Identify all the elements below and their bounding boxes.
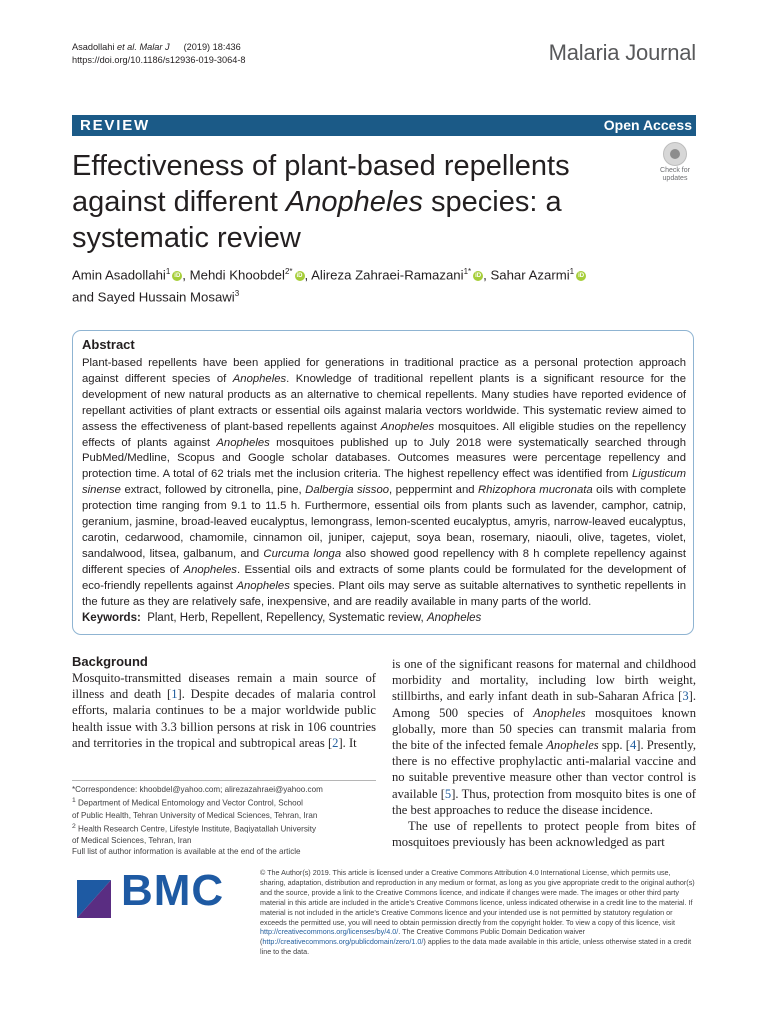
license-link[interactable]: http://creativecommons.org/publicdomain/zero/1.0/ [262,937,424,947]
citation-ref[interactable]: 2 [332,735,339,750]
orcid-icon[interactable]: iD [296,272,303,279]
license-link[interactable]: http://creativecommons.org/licenses/by/4.0/ [260,927,399,937]
author-affiliation-sup: 1 [569,267,575,276]
check-updates-icon [663,142,687,166]
doi-link[interactable]: https://doi.org/10.1186/s12936-019-3064-8 [72,55,246,65]
paragraph: The use of repellents to protect people from bites of mosquitoes previously has been acknowledged as part [392,819,696,850]
background-heading: Background [72,654,148,669]
author-name[interactable]: and Sayed Hussain Mosawi [72,289,235,305]
keywords-italic: Anopheles [426,612,482,624]
citation-ref[interactable]: 5 [444,786,452,801]
author-name[interactable]: , Sahar Azarmi [483,267,570,283]
citation-year: (2019) 18:436 [183,42,241,52]
article-type-band [72,115,696,136]
citation-ref[interactable]: 3 [682,689,689,704]
body-column-left: Mosquito-transmitted diseases remain a main source of illness and death [1]. Despite decades of malaria control efforts, malaria continues to be a major worldwide public health issue with 3.3 billion persons at risk in 106 countries and territories in the tropical and subtropical areas [2]. It [72,671,377,750]
affiliation-cont: of Medical Sciences, Tehran, Iran [72,836,192,845]
affiliation: Health Research Centre, Lifestyle Institute, Baqiyatallah University [75,824,316,834]
keywords-text: Plant, Herb, Repellent, Repellency, Systematic review, [147,612,427,624]
article-type-label: REVIEW [80,117,150,134]
citation-author: Asadollahi [72,42,115,52]
author-name[interactable]: , Alireza Zahraei-Ramazani [304,267,464,283]
body-column-right [392,656,696,850]
abstract-heading: Abstract [82,337,135,352]
open-access-label: Open Access [603,117,692,133]
footnotes: *Correspondence: khoobdel@yahoo.com; alirezazahraei@yahoo.com $^1$ Department of Medical Entomology and Vector Control, School of Public Health, Tehran University of Medical Sciences, Tehran, Iran $^2$ Health Research Centre, Lifestyle Institute, Baqiyatallah University of Medical Sciences, Tehran, Iran Full list of author information is available at the end of the article [72,784,382,858]
license-text: © The Author(s) 2019. This article is licensed under a Creative Commons Attribution 4.0 International License, which permits use, sharing, adaptation, distribution and reproduction in any medium or format, as long as you give appropriate credit to the original author(s) and the source, provide a link to the Creative Commons licence, and indicate if changes were made. The images or other third party material in this article are included in the article’s Creative Commons licence, unless indicated otherwise in a credit line to the material. If material is not included in the article’s Creative Commons licence and your intended use is not permitted by statutory regulation or exceeds the permitted use, you will need to obtain permission directly from the copyright holder. To view a copy of this licence, visit http://creativecommons.org/licenses/by/4.0/. The Creative Commons Public Domain Dedication waiver (http://creativecommons.org/publicdomain/zero/1.0/) applies to the data made available in this article, unless otherwise stated in a credit line to the data. [260,868,695,957]
author-affiliation-sup: 3 [234,289,240,299]
citation-ref[interactable]: 4 [629,738,637,753]
author-name[interactable]: Amin Asadollahi [72,267,166,283]
author-list [72,262,672,307]
footnote-divider [72,780,376,781]
author-affiliation-sup: 1 [165,267,171,276]
title-text: Effectiveness of plant-based repellents against different [72,150,570,218]
paragraph: is one of the significant reasons for maternal and childhood morbidity and mortality, including low birth weight, stillbirths, and early infant death in sub-Saharan Africa [3]. Among 500 species of Anopheles mosquitoes known globally, more than 50 species can transmit malaria from the bite of the infected female Anopheles spp. [4]. Presently, there is no effective prophylactic anti-malarial vaccine and no suitable preventive measure other than vector control is available [5]. Thus, protection from mosquito bites is one of the best approaches to reduce the disease incidence. [392,657,696,817]
check-label-2: updates [662,175,688,182]
abstract-text: Plant-based repellents have been applied for generations in traditional practice as a personal protection approach against different species of Anopheles. Knowledge of traditional repellent plants is a significant resource for the development of new natural products as an alternative to chemical repellents. Many studies have reported evidence of repellant activities of plant extracts or essential oils against malaria vectors worldwide. This systematic review aimed to assess the effectiveness of plant-based repellents against Anopheles mosquitoes. All eligible studies on the repellency effects of plants against Anopheles mosquitoes published up to July 2018 were systematically searched through PubMed/Medline, Scopus and Google scholar databases. Outcomes measures were percentage repellency and protection time. A total of 62 trials met the inclusion criteria. The highest repellency effect was identified from Ligusticum sinense extract, followed by citronella, pine, Dalbergia sissoo, peppermint and Rhizophora mucronata oils with complete protection time ranging from 9.1 to 11.5 h. Furthermore, essential oils from plants such as lavender, camphor, catnip, geranium, jasmine, broad-leaved eucalyptus, lemongrass, lemon-scented eucalyptus, amyris, narrow-leaved eucalyptus, carotin, cedarwood, chamomile, cinnamon oil, juniper, cajeput, soya bean, rosemary, niaouli, olive, tagetes, violet, sandalwood, litsea, galbanum, and Curcuma longa also showed good repellency with 8 h complete repellency against different species of Anopheles. Essential oils and extracts of some plants could be formulated for the development of eco-friendly repellents against Anopheles species. Plant oils may serve as suitable alternatives to synthetic repellents in the future as they are relatively safe, inexpensive, and are readily available in many parts of the world. [82,357,687,608]
title-italic: Anopheles [285,186,423,218]
bmc-logo-text: BMC [121,866,225,915]
check-label-1: Check for [660,167,690,174]
citation-ref[interactable]: 1 [171,687,178,702]
affiliation-cont: of Public Health, Tehran University of Medical Sciences, Tehran, Iran [72,810,318,820]
bmc-logo-icon [77,872,117,924]
article-title [72,148,652,256]
affiliation: Department of Medical Entomology and Vector Control, School [75,799,303,809]
check-for-updates-badge[interactable] [655,142,695,180]
author-name[interactable]: , Mehdi Khoobdel [182,267,285,283]
correspondence: *Correspondence: khoobdel@yahoo.com; alirezazahraei@yahoo.com [72,785,323,794]
author-affiliation-sup: 1* [463,267,472,276]
orcid-icon[interactable]: iD [475,272,482,279]
author-affiliation-sup: 2* [284,267,293,276]
author-info-note: Full list of author information is available at the end of the article [72,847,301,857]
journal-name: Malaria Journal [548,40,696,65]
keywords [82,611,481,626]
title-text-end: species: a systematic review [72,186,562,254]
citation-journal: et al. Malar J [116,42,170,52]
orcid-icon[interactable]: iD [174,272,181,279]
orcid-icon[interactable]: iD [578,272,585,279]
keywords-label: Keywords: [82,612,141,624]
citation [72,41,246,67]
